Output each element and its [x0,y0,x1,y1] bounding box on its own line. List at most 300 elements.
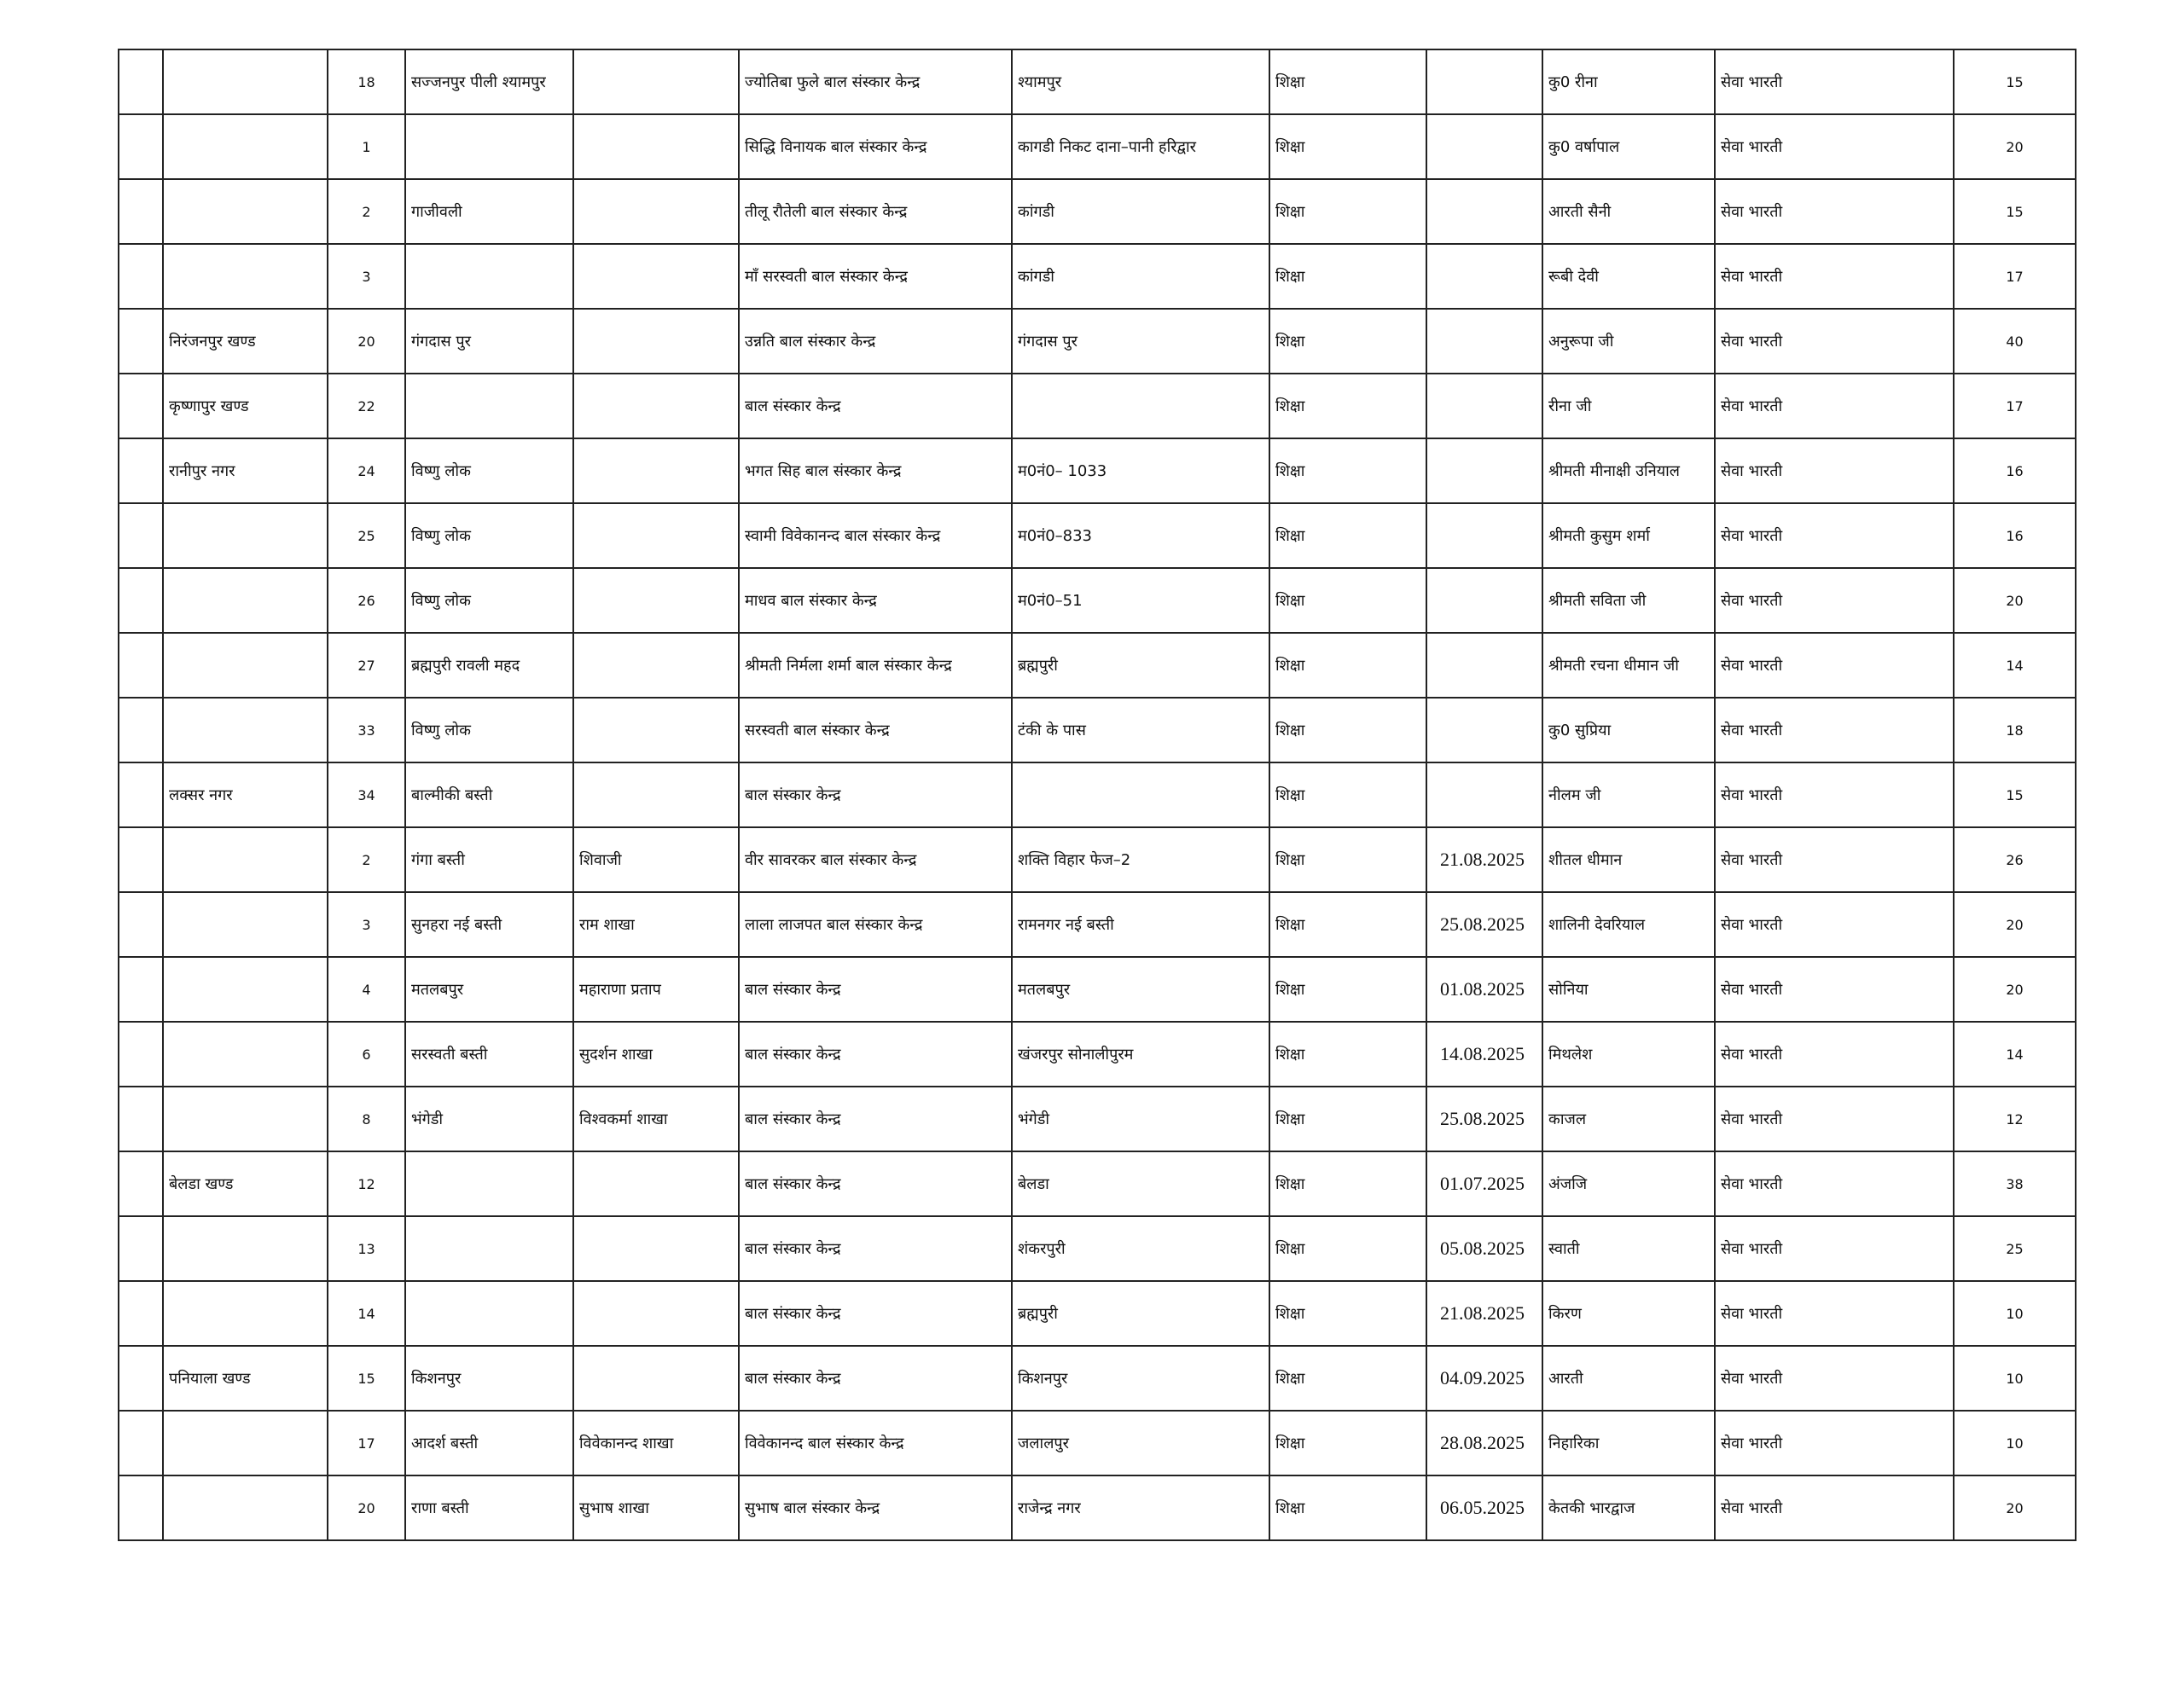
cell-khand: बेलडा खण्ड [163,1151,328,1216]
cell-organisation: सेवा भारती [1715,244,1954,309]
cell-date [1426,762,1542,827]
cell-shakha: राम शाखा [573,892,739,957]
cell-kendra-name: बाल संस्कार केन्द्र [739,374,1012,438]
cell-date: 04.09.2025 [1426,1346,1542,1411]
cell-basti [405,374,573,438]
cell-kendra-name: बाल संस्कार केन्द्र [739,1216,1012,1281]
cell-kendra-name: बाल संस्कार केन्द्र [739,957,1012,1022]
cell-address: रामनगर नई बस्ती [1012,892,1269,957]
cell-serial [119,1475,163,1540]
cell-category: शिक्षा [1269,1475,1426,1540]
cell-khand [163,1216,328,1281]
cell-khand [163,49,328,114]
cell-teacher: श्रीमती कुसुम शर्मा [1542,503,1715,568]
cell-address: शक्ति विहार फेज–2 [1012,827,1269,892]
cell-shakha [573,179,739,244]
cell-address [1012,762,1269,827]
cell-serial [119,503,163,568]
cell-organisation: सेवा भारती [1715,1475,1954,1540]
cell-basti: किशनपुर [405,1346,573,1411]
cell-student-count: 20 [1954,892,2076,957]
cell-organisation: सेवा भारती [1715,374,1954,438]
cell-kendra-name: सुभाष बाल संस्कार केन्द्र [739,1475,1012,1540]
cell-basti: सुनहरा नई बस्ती [405,892,573,957]
cell-date [1426,309,1542,374]
table-row [119,698,2076,762]
table-row [119,309,2076,374]
cell-basti: गंगदास पुर [405,309,573,374]
cell-serial [119,114,163,179]
cell-category: शिक्षा [1269,698,1426,762]
cell-organisation: सेवा भारती [1715,1151,1954,1216]
cell-date [1426,179,1542,244]
table-row [119,892,2076,957]
cell-date: 01.07.2025 [1426,1151,1542,1216]
cell-shakha [573,633,739,698]
cell-basti [405,114,573,179]
table-row [119,503,2076,568]
cell-serial [119,762,163,827]
cell-teacher: काजल [1542,1087,1715,1151]
cell-kendra-name: बाल संस्कार केन्द्र [739,762,1012,827]
cell-shakha [573,1346,739,1411]
cell-teacher: आरती [1542,1346,1715,1411]
cell-basti: ब्रह्मपुरी रावली महद [405,633,573,698]
cell-khand: पनियाला खण्ड [163,1346,328,1411]
cell-student-count: 20 [1954,114,2076,179]
cell-organisation: सेवा भारती [1715,762,1954,827]
cell-kendra-name: सरस्वती बाल संस्कार केन्द्र [739,698,1012,762]
cell-kendra-name: माँ सरस्वती बाल संस्कार केन्द्र [739,244,1012,309]
cell-serial [119,1216,163,1281]
cell-category: शिक्षा [1269,892,1426,957]
cell-khand [163,1022,328,1087]
cell-khand [163,114,328,179]
cell-basti: गाजीवली [405,179,573,244]
cell-basti: विष्णु लोक [405,698,573,762]
table-row [119,762,2076,827]
cell-address: शंकरपुरी [1012,1216,1269,1281]
cell-student-count: 17 [1954,244,2076,309]
cell-organisation: सेवा भारती [1715,1346,1954,1411]
cell-kendra-name: विवेकानन्द बाल संस्कार केन्द्र [739,1411,1012,1475]
cell-category: शिक्षा [1269,1151,1426,1216]
cell-basti: विष्णु लोक [405,503,573,568]
cell-organisation: सेवा भारती [1715,1411,1954,1475]
cell-basti: विष्णु लोक [405,438,573,503]
cell-shakha: विवेकानन्द शाखा [573,1411,739,1475]
cell-shakha [573,568,739,633]
cell-teacher: अनुरूपा जी [1542,309,1715,374]
table-row [119,244,2076,309]
cell-shakha [573,114,739,179]
cell-student-count: 15 [1954,49,2076,114]
cell-student-count: 10 [1954,1281,2076,1346]
cell-date [1426,244,1542,309]
cell-number: 4 [328,957,405,1022]
cell-date [1426,633,1542,698]
cell-organisation: सेवा भारती [1715,957,1954,1022]
cell-number: 1 [328,114,405,179]
cell-number: 18 [328,49,405,114]
cell-shakha [573,438,739,503]
cell-teacher: आरती सैनी [1542,179,1715,244]
cell-serial [119,1087,163,1151]
cell-date: 14.08.2025 [1426,1022,1542,1087]
cell-teacher: अंजजि [1542,1151,1715,1216]
cell-address: म0नं0– 1033 [1012,438,1269,503]
cell-serial [119,1346,163,1411]
cell-student-count: 16 [1954,438,2076,503]
cell-category: शिक्षा [1269,244,1426,309]
cell-serial [119,827,163,892]
cell-address: राजेन्द्र नगर [1012,1475,1269,1540]
cell-serial [119,179,163,244]
cell-address: बेलडा [1012,1151,1269,1216]
cell-category: शिक्षा [1269,957,1426,1022]
cell-khand [163,179,328,244]
cell-number: 22 [328,374,405,438]
cell-category: शिक्षा [1269,49,1426,114]
cell-number: 25 [328,503,405,568]
cell-number: 8 [328,1087,405,1151]
table-row [119,827,2076,892]
cell-shakha [573,244,739,309]
table-row [119,179,2076,244]
cell-student-count: 16 [1954,503,2076,568]
cell-basti [405,1281,573,1346]
cell-date [1426,568,1542,633]
table-row [119,1346,2076,1411]
cell-shakha [573,1151,739,1216]
cell-address: कांगडी [1012,179,1269,244]
cell-serial [119,1281,163,1346]
cell-organisation: सेवा भारती [1715,49,1954,114]
cell-category: शिक्षा [1269,374,1426,438]
cell-basti: बाल्मीकी बस्ती [405,762,573,827]
cell-address: म0नं0–51 [1012,568,1269,633]
cell-basti: भंगेडी [405,1087,573,1151]
cell-student-count: 10 [1954,1346,2076,1411]
table-row [119,568,2076,633]
cell-address: मतलबपुर [1012,957,1269,1022]
cell-teacher: शीतल धीमान [1542,827,1715,892]
table-row [119,1151,2076,1216]
cell-address: भंगेडी [1012,1087,1269,1151]
cell-kendra-name: वीर सावरकर बाल संस्कार केन्द्र [739,827,1012,892]
cell-khand [163,1411,328,1475]
cell-kendra-name: लाला लाजपत बाल संस्कार केन्द्र [739,892,1012,957]
cell-student-count: 40 [1954,309,2076,374]
cell-number: 33 [328,698,405,762]
cell-basti: विष्णु लोक [405,568,573,633]
cell-student-count: 15 [1954,179,2076,244]
cell-category: शिक्षा [1269,633,1426,698]
cell-teacher: श्रीमती सविता जी [1542,568,1715,633]
cell-shakha: सुदर्शन शाखा [573,1022,739,1087]
cell-kendra-name: सिद्धि विनायक बाल संस्कार केन्द्र [739,114,1012,179]
cell-shakha: विश्वकर्मा शाखा [573,1087,739,1151]
cell-serial [119,309,163,374]
cell-address: म0नं0–833 [1012,503,1269,568]
cell-number: 26 [328,568,405,633]
cell-student-count: 15 [1954,762,2076,827]
cell-teacher: कु0 वर्षापाल [1542,114,1715,179]
cell-category: शिक्षा [1269,1087,1426,1151]
kendra-table [118,49,2077,1541]
cell-date: 21.08.2025 [1426,1281,1542,1346]
table-row [119,1475,2076,1540]
cell-khand [163,827,328,892]
cell-student-count: 12 [1954,1087,2076,1151]
cell-number: 3 [328,244,405,309]
cell-category: शिक्षा [1269,179,1426,244]
cell-khand [163,957,328,1022]
cell-category: शिक्षा [1269,827,1426,892]
cell-number: 13 [328,1216,405,1281]
cell-organisation: सेवा भारती [1715,309,1954,374]
cell-date: 01.08.2025 [1426,957,1542,1022]
cell-organisation: सेवा भारती [1715,827,1954,892]
cell-teacher: नीलम जी [1542,762,1715,827]
cell-number: 20 [328,1475,405,1540]
cell-date [1426,49,1542,114]
cell-shakha [573,309,739,374]
cell-khand [163,698,328,762]
cell-shakha [573,762,739,827]
cell-number: 15 [328,1346,405,1411]
cell-address: जलालपुर [1012,1411,1269,1475]
cell-category: शिक्षा [1269,114,1426,179]
cell-number: 14 [328,1281,405,1346]
table-row [119,633,2076,698]
cell-student-count: 14 [1954,633,2076,698]
cell-student-count: 14 [1954,1022,2076,1087]
cell-address: श्यामपुर [1012,49,1269,114]
cell-shakha [573,1216,739,1281]
cell-serial [119,892,163,957]
cell-serial [119,49,163,114]
cell-address [1012,374,1269,438]
cell-teacher: स्वाती [1542,1216,1715,1281]
cell-serial [119,1411,163,1475]
cell-category: शिक्षा [1269,1281,1426,1346]
cell-organisation: सेवा भारती [1715,698,1954,762]
cell-student-count: 20 [1954,1475,2076,1540]
cell-serial [119,633,163,698]
table-row [119,49,2076,114]
cell-basti: आदर्श बस्ती [405,1411,573,1475]
cell-number: 2 [328,179,405,244]
cell-address: टंकी के पास [1012,698,1269,762]
cell-address: कांगडी [1012,244,1269,309]
cell-student-count: 38 [1954,1151,2076,1216]
cell-teacher: कु0 सुप्रिया [1542,698,1715,762]
cell-number: 12 [328,1151,405,1216]
cell-teacher: किरण [1542,1281,1715,1346]
cell-student-count: 17 [1954,374,2076,438]
cell-address: ब्रह्मपुरी [1012,1281,1269,1346]
cell-organisation: सेवा भारती [1715,568,1954,633]
cell-date: 25.08.2025 [1426,892,1542,957]
cell-khand [163,568,328,633]
cell-kendra-name: बाल संस्कार केन्द्र [739,1281,1012,1346]
cell-kendra-name: तीलू रौतेली बाल संस्कार केन्द्र [739,179,1012,244]
table-body [119,49,2076,1540]
cell-teacher: शालिनी देवरियाल [1542,892,1715,957]
cell-kendra-name: स्वामी विवेकानन्द बाल संस्कार केन्द्र [739,503,1012,568]
table-row [119,1411,2076,1475]
table-row [119,1281,2076,1346]
cell-category: शिक्षा [1269,1411,1426,1475]
cell-khand: कृष्णापुर खण्ड [163,374,328,438]
cell-date: 25.08.2025 [1426,1087,1542,1151]
cell-serial [119,698,163,762]
cell-organisation: सेवा भारती [1715,179,1954,244]
cell-address: ब्रह्मपुरी [1012,633,1269,698]
cell-kendra-name: ज्योतिबा फुले बाल संस्कार केन्द्र [739,49,1012,114]
cell-basti [405,1151,573,1216]
cell-number: 6 [328,1022,405,1087]
cell-teacher: रूबी देवी [1542,244,1715,309]
cell-address: गंगदास पुर [1012,309,1269,374]
cell-teacher: केतकी भारद्वाज [1542,1475,1715,1540]
cell-khand [163,1475,328,1540]
cell-teacher: मिथलेश [1542,1022,1715,1087]
cell-date: 28.08.2025 [1426,1411,1542,1475]
cell-kendra-name: बाल संस्कार केन्द्र [739,1022,1012,1087]
cell-number: 2 [328,827,405,892]
cell-date [1426,438,1542,503]
cell-address: किशनपुर [1012,1346,1269,1411]
cell-organisation: सेवा भारती [1715,114,1954,179]
cell-basti [405,1216,573,1281]
cell-khand [163,1281,328,1346]
cell-number: 34 [328,762,405,827]
cell-category: शिक्षा [1269,503,1426,568]
cell-serial [119,1022,163,1087]
cell-kendra-name: श्रीमती निर्मला शर्मा बाल संस्कार केन्द्र [739,633,1012,698]
cell-teacher: सोनिया [1542,957,1715,1022]
cell-category: शिक्षा [1269,1346,1426,1411]
cell-shakha [573,698,739,762]
table-row [119,114,2076,179]
cell-organisation: सेवा भारती [1715,1087,1954,1151]
cell-shakha: महाराणा प्रताप [573,957,739,1022]
cell-khand [163,1087,328,1151]
cell-teacher: रीना जी [1542,374,1715,438]
cell-number: 24 [328,438,405,503]
cell-teacher: श्रीमती मीनाक्षी उनियाल [1542,438,1715,503]
cell-khand: रानीपुर नगर [163,438,328,503]
cell-category: शिक्षा [1269,309,1426,374]
cell-date: 06.05.2025 [1426,1475,1542,1540]
table-row [119,374,2076,438]
cell-basti: गंगा बस्ती [405,827,573,892]
cell-organisation: सेवा भारती [1715,1216,1954,1281]
cell-basti: राणा बस्ती [405,1475,573,1540]
cell-kendra-name: बाल संस्कार केन्द्र [739,1087,1012,1151]
cell-serial [119,438,163,503]
cell-serial [119,244,163,309]
cell-teacher: श्रीमती रचना धीमान जी [1542,633,1715,698]
cell-number: 27 [328,633,405,698]
cell-organisation: सेवा भारती [1715,1022,1954,1087]
cell-khand: लक्सर नगर [163,762,328,827]
cell-shakha: शिवाजी [573,827,739,892]
cell-organisation: सेवा भारती [1715,1281,1954,1346]
table-row [119,438,2076,503]
cell-kendra-name: भगत सिह बाल संस्कार केन्द्र [739,438,1012,503]
cell-category: शिक्षा [1269,1216,1426,1281]
cell-teacher: निहारिका [1542,1411,1715,1475]
cell-date [1426,114,1542,179]
cell-organisation: सेवा भारती [1715,633,1954,698]
cell-student-count: 26 [1954,827,2076,892]
cell-student-count: 20 [1954,957,2076,1022]
cell-kendra-name: बाल संस्कार केन्द्र [739,1151,1012,1216]
cell-student-count: 18 [1954,698,2076,762]
cell-number: 20 [328,309,405,374]
cell-student-count: 10 [1954,1411,2076,1475]
table-row [119,1216,2076,1281]
cell-basti: मतलबपुर [405,957,573,1022]
cell-kendra-name: उन्नति बाल संस्कार केन्द्र [739,309,1012,374]
cell-address: कागडी निकट दाना–पानी हरिद्वार [1012,114,1269,179]
cell-organisation: सेवा भारती [1715,892,1954,957]
table-row [119,1087,2076,1151]
cell-khand: निरंजनपुर खण्ड [163,309,328,374]
cell-khand [163,633,328,698]
cell-serial [119,568,163,633]
cell-category: शिक्षा [1269,762,1426,827]
cell-address: खंजरपुर सोनालीपुरम [1012,1022,1269,1087]
cell-date [1426,374,1542,438]
cell-basti: सरस्वती बस्ती [405,1022,573,1087]
cell-kendra-name: बाल संस्कार केन्द्र [739,1346,1012,1411]
cell-student-count: 25 [1954,1216,2076,1281]
cell-shakha [573,49,739,114]
cell-teacher: कु0 रीना [1542,49,1715,114]
cell-organisation: सेवा भारती [1715,438,1954,503]
cell-student-count: 20 [1954,568,2076,633]
cell-category: शिक्षा [1269,1022,1426,1087]
document-page [118,49,2077,1541]
cell-category: शिक्षा [1269,568,1426,633]
cell-shakha: सुभाष शाखा [573,1475,739,1540]
cell-date: 21.08.2025 [1426,827,1542,892]
cell-number: 3 [328,892,405,957]
cell-shakha [573,503,739,568]
cell-serial [119,1151,163,1216]
cell-date [1426,503,1542,568]
cell-date [1426,698,1542,762]
table-row [119,957,2076,1022]
cell-category: शिक्षा [1269,438,1426,503]
cell-khand [163,892,328,957]
cell-basti [405,244,573,309]
cell-kendra-name: माधव बाल संस्कार केन्द्र [739,568,1012,633]
cell-organisation: सेवा भारती [1715,503,1954,568]
cell-date: 05.08.2025 [1426,1216,1542,1281]
cell-serial [119,957,163,1022]
table-row [119,1022,2076,1087]
cell-shakha [573,1281,739,1346]
cell-shakha [573,374,739,438]
cell-khand [163,244,328,309]
cell-basti: सज्जनपुर पीली श्यामपुर [405,49,573,114]
cell-serial [119,374,163,438]
